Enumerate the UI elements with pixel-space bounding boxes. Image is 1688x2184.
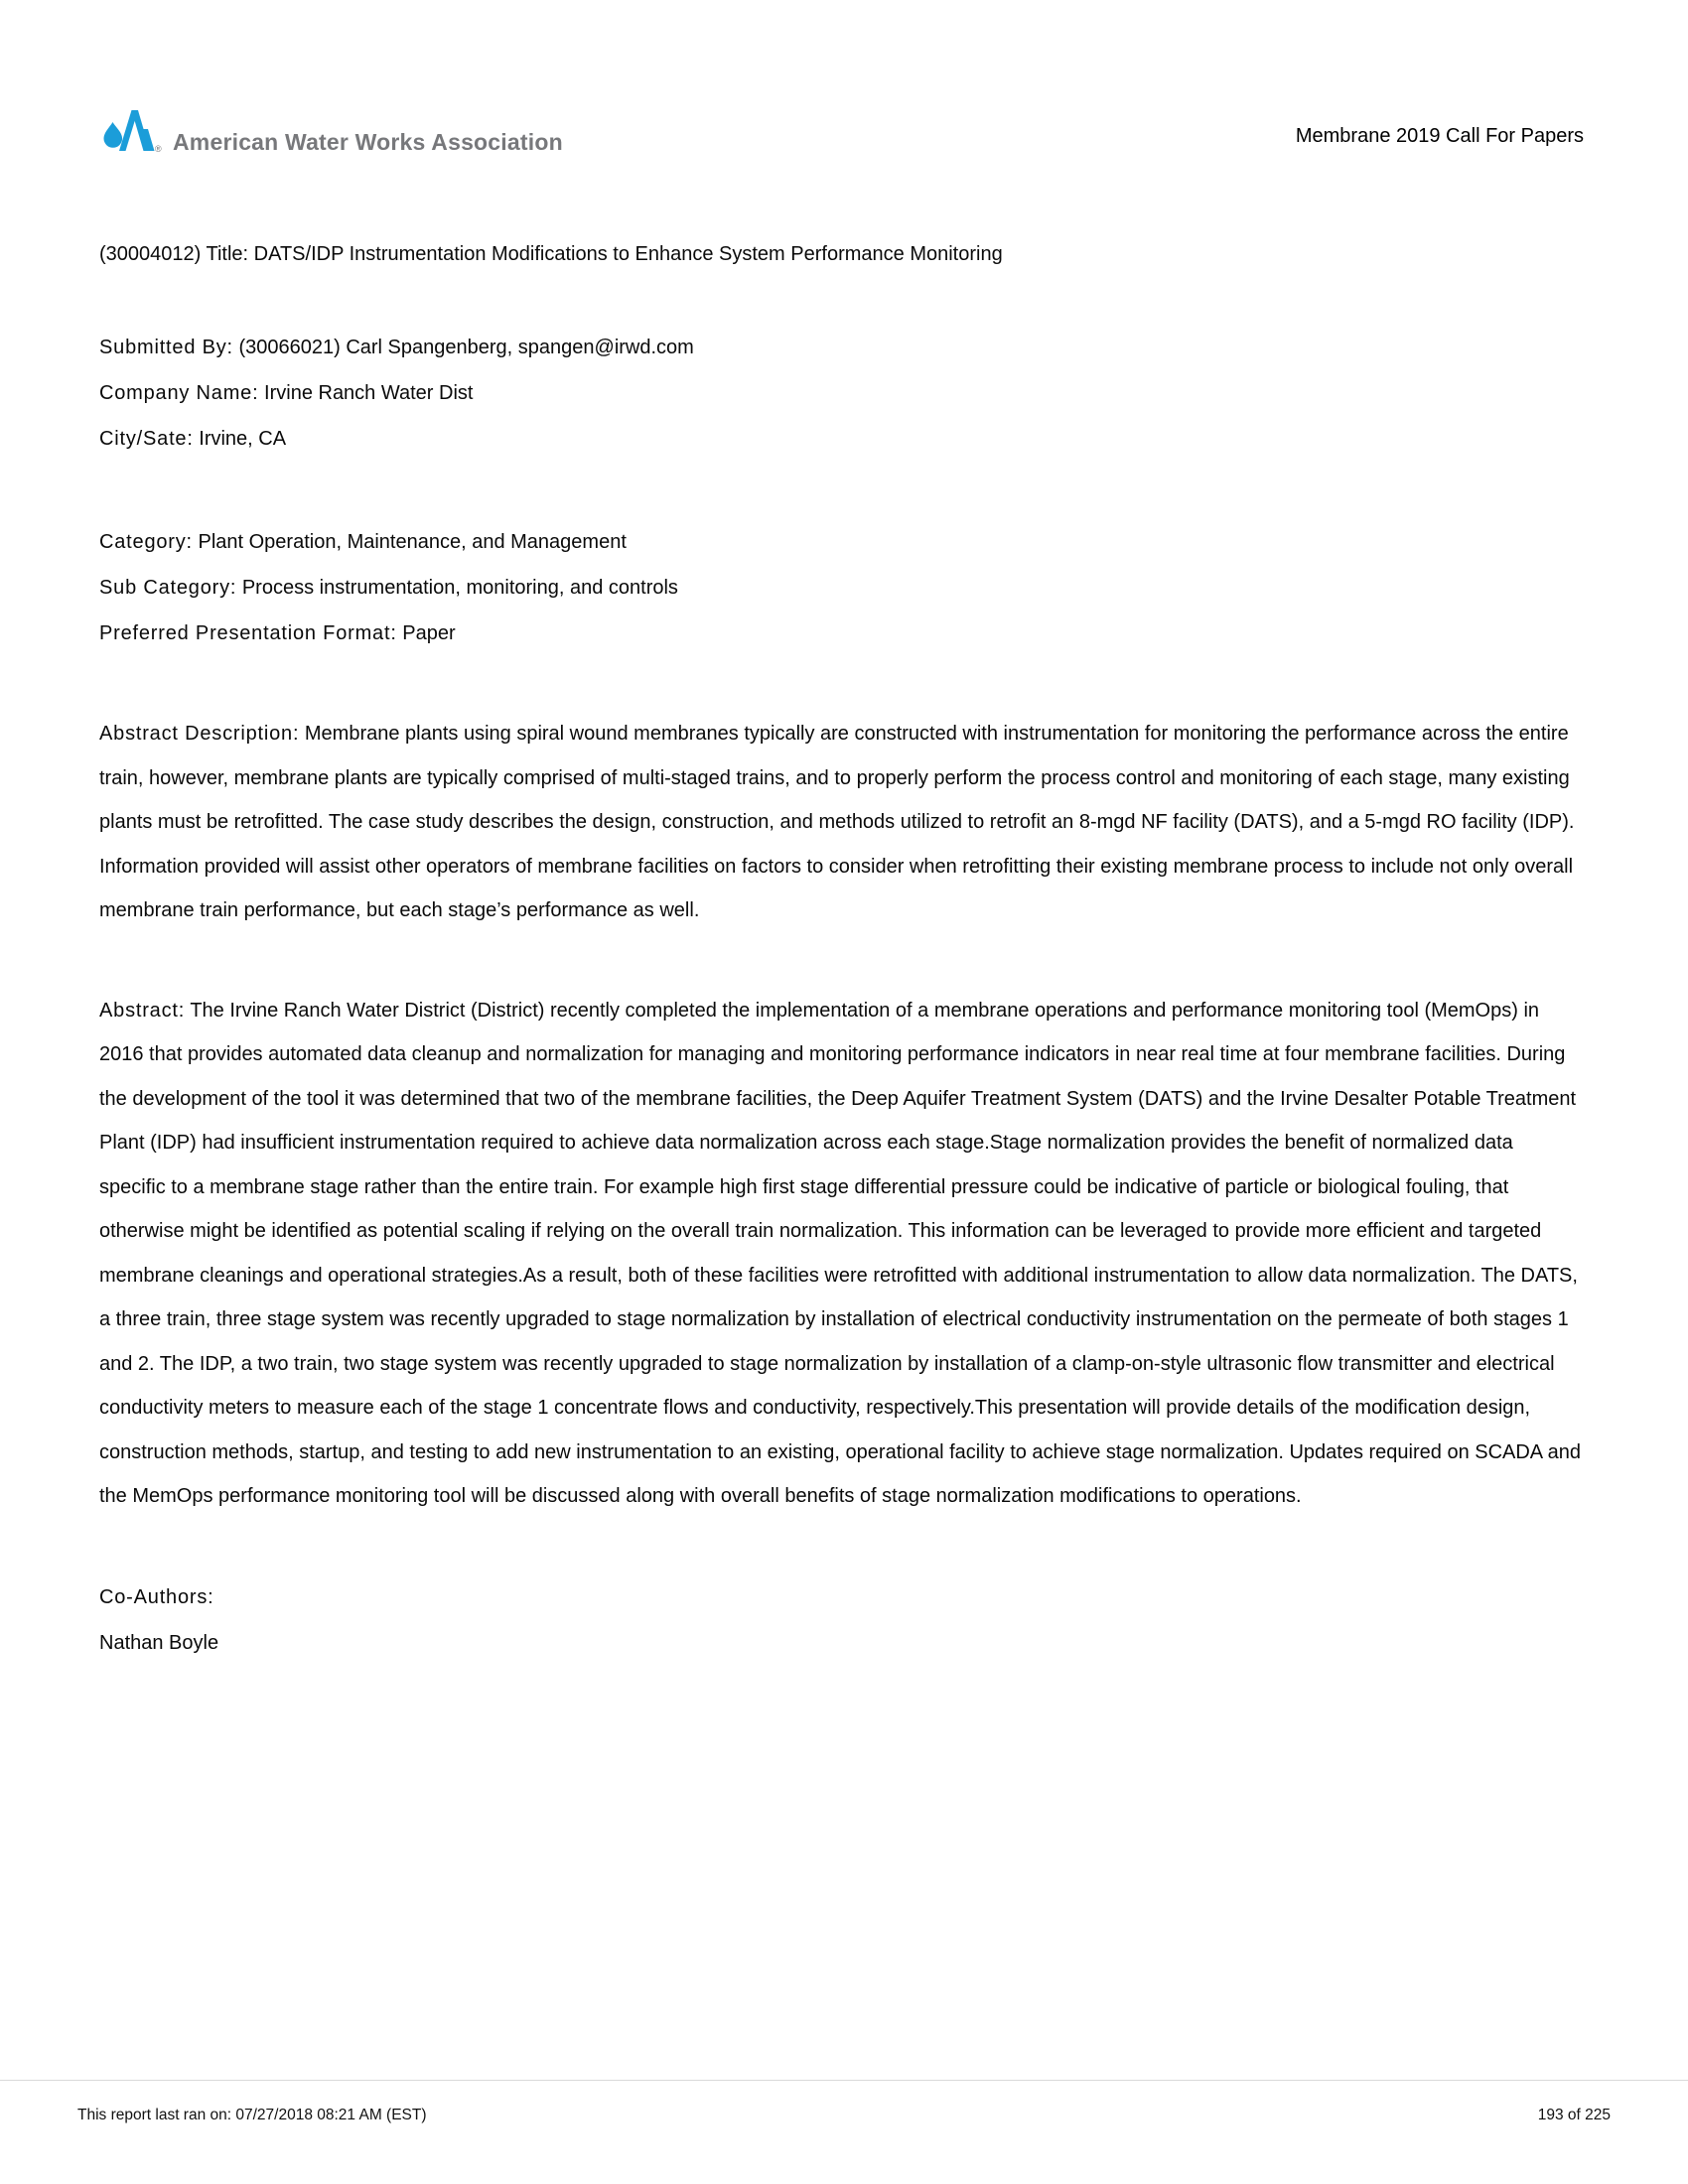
field-value: Irvine Ranch Water Dist bbox=[264, 382, 474, 404]
field-label: City/Sate: bbox=[99, 428, 194, 450]
field-value: (30066021) Carl Spangenberg, spangen@irwd.com bbox=[238, 337, 694, 358]
abstract-label: Abstract: bbox=[99, 999, 186, 1022]
field-company-name bbox=[99, 370, 1581, 416]
footer-divider bbox=[0, 2080, 1688, 2081]
co-author-name: Nathan Boyle bbox=[99, 1631, 219, 1654]
document-title: Membrane 2019 Call For Papers bbox=[1295, 125, 1584, 147]
field-value: Process instrumentation, monitoring, and controls bbox=[241, 577, 678, 599]
field-presentation-format bbox=[99, 611, 1581, 656]
field-label: Category: bbox=[99, 531, 193, 553]
field-value: Paper bbox=[402, 622, 456, 644]
field-label: Company Name: bbox=[99, 382, 259, 404]
field-city-state bbox=[99, 416, 1581, 462]
footer-page-number: 193 of 225 bbox=[1537, 2107, 1611, 2123]
field-category bbox=[99, 519, 1581, 565]
field-label: Sub Category: bbox=[99, 577, 237, 599]
page-header bbox=[99, 107, 1584, 158]
footer-run-timestamp: This report last ran on: 07/27/2018 08:21 AM (EST) bbox=[77, 2107, 427, 2123]
abstract-description-text: Membrane plants using spiral wound membranes typically are constructed with instrumentation for monitoring the performance across the entire train, however, membrane plants are typically comprised of multi-staged trains, and to properly perform the process control and monitoring of each stage, many existing plants must be retrofitted. The case study describes the design, construction, and methods utilized to retrofit an 8-mgd NF facility (DATS), and a 5-mgd RO facility (IDP). Information provided will assist other operators of membrane facilities on factors to consider when retrofitting their existing membrane process to include not only overall membrane train performance, but each stage’s performance as well. bbox=[99, 723, 1575, 921]
abstract-paragraph bbox=[99, 989, 1581, 1519]
co-authors-section bbox=[99, 1574, 1581, 1666]
abstract-text: The Irvine Ranch Water District (District) recently completed the implementation of a membrane operations and performance monitoring tool (MemOps) in 2016 that provides automated data cleanup and normalization for managing and monitoring performance indicators in near real time at four membrane facilities. During the development of the tool it was determined that two of the membrane facilities, the Deep Aquifer Treatment System (DATS) and the Irvine Desalter Potable Treatment Plant (IDP) had insufficient instrumentation required to achieve data normalization across each stage.Stage normalization provides the benefit of normalized data specific to a membrane stage rather than the entire train. For example high first stage differential pressure could be indicative of particle or biological fouling, that otherwise might be identified as potential scaling if relying on the overall train normalization. This information can be leveraged to provide more efficient and targeted membrane cleanings and operational strategies.As a result, both of these facilities were retrofitted with additional instrumentation to allow data normalization. The DATS, a three train, three stage system was recently upgraded to stage normalization by installation of electrical conductivity instrumentation on the permeate of both stages 1 and 2. The IDP, a two train, two stage system was recently upgraded to stage normalization by installation of a clamp-on-style ultrasonic flow transmitter and electrical conductivity meters to measure each of the stage 1 concentrate flows and conductivity, respectively.This presentation will provide details of the modification design, construction methods, startup, and testing to add new instrumentation to an existing, operational facility to achieve stage normalization. Updates required on SCADA and the MemOps performance monitoring tool will be discussed along with overall benefits of stage normalization modifications to operations. bbox=[99, 999, 1581, 1507]
co-authors-label: Co-Authors: bbox=[99, 1585, 214, 1608]
logo-wordmark: American Water Works Association bbox=[173, 129, 563, 155]
category-info-group bbox=[99, 519, 1581, 656]
awwa-waterdrop-icon bbox=[99, 107, 167, 158]
field-sub-category bbox=[99, 565, 1581, 611]
abstract-description-paragraph bbox=[99, 712, 1581, 933]
registered-mark: ® bbox=[155, 144, 162, 153]
field-value: Plant Operation, Maintenance, and Management bbox=[198, 531, 627, 553]
submitter-info-group bbox=[99, 325, 1581, 462]
field-value: Irvine, CA bbox=[199, 428, 287, 450]
awwa-logo bbox=[99, 107, 563, 158]
submission-title-line: (30004012) Title: DATS/IDP Instrumentation Modifications to Enhance System Performance Monitoring bbox=[99, 243, 1003, 265]
field-submitted-by bbox=[99, 325, 1581, 370]
field-label: Preferred Presentation Format: bbox=[99, 622, 397, 644]
report-body bbox=[99, 241, 1581, 1666]
abstract-description-label: Abstract Description: bbox=[99, 723, 300, 745]
page-footer bbox=[77, 2107, 1611, 2124]
field-label: Submitted By: bbox=[99, 337, 233, 358]
